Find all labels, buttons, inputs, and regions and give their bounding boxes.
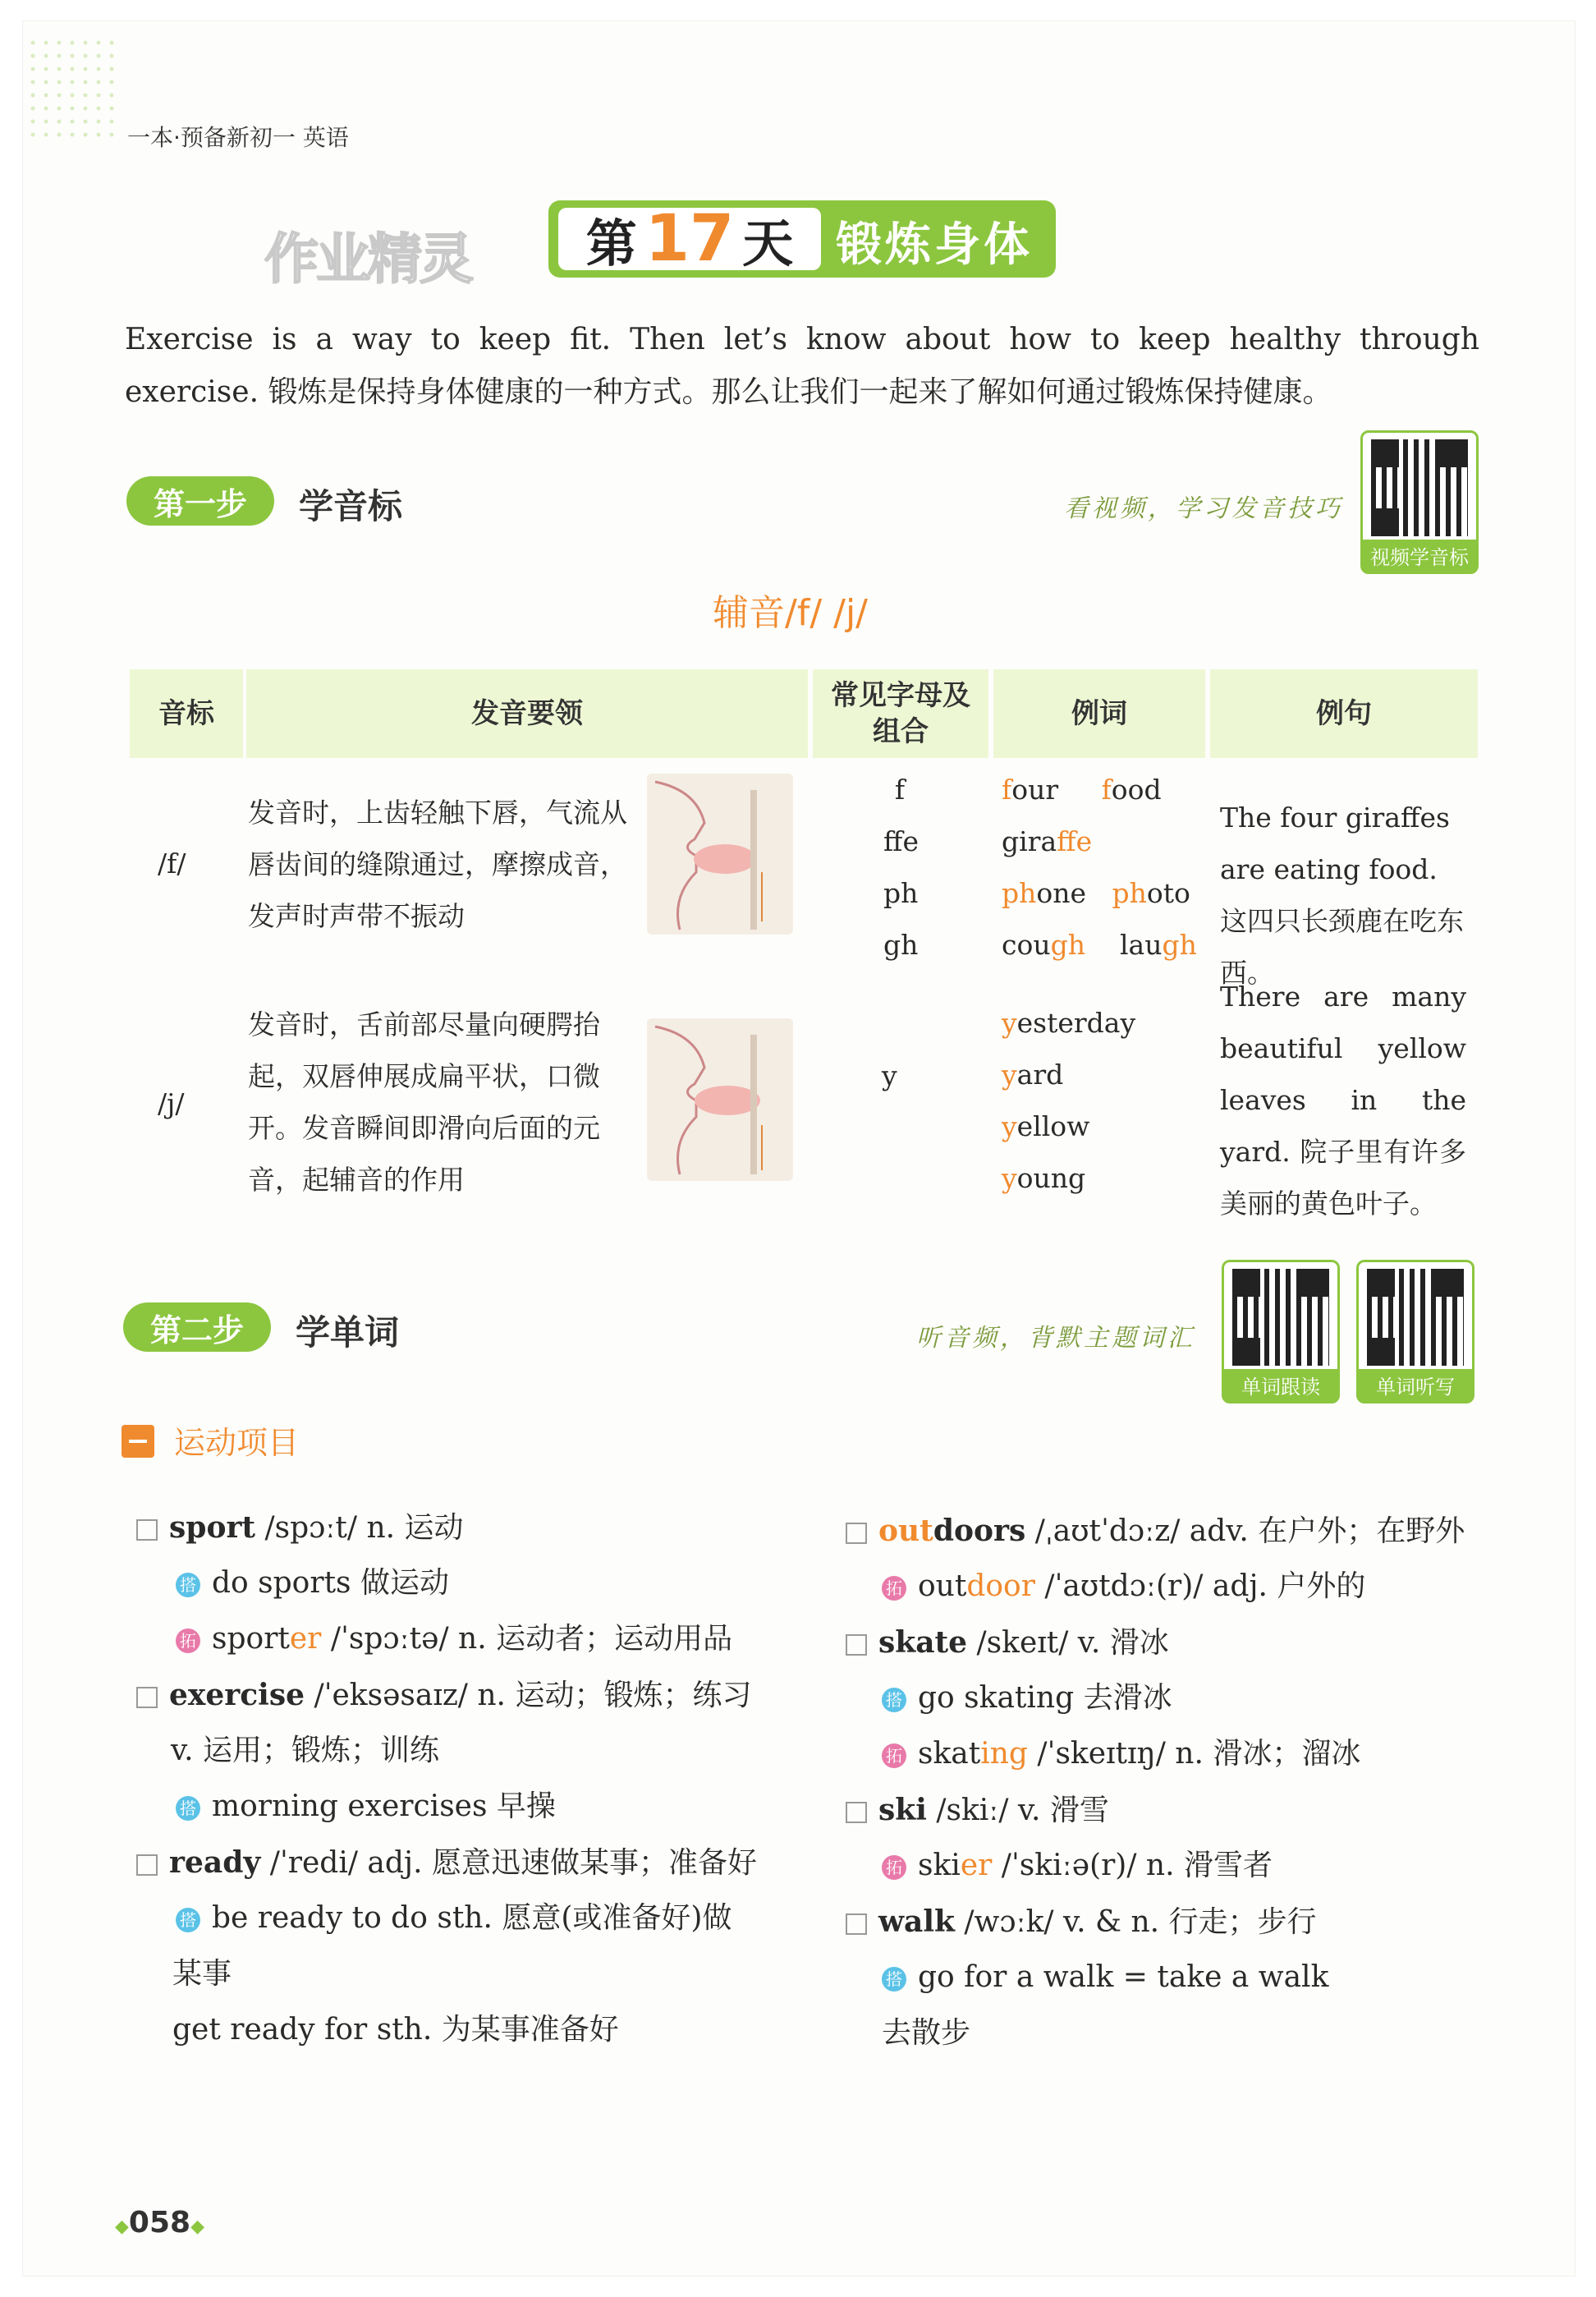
words-j bbox=[1002, 997, 1195, 1204]
example-word: young bbox=[1002, 1162, 1086, 1194]
day-topic: 锻炼身体 bbox=[836, 218, 1033, 272]
vocab-continuation: 去散步 bbox=[882, 2016, 971, 2050]
vocab-collocation: 搭 do sports 做运动 bbox=[176, 1555, 449, 1611]
checkbox[interactable] bbox=[846, 1523, 867, 1544]
sentence-zh: 院子里有许多美丽的黄色叶子。 bbox=[1220, 1136, 1467, 1220]
da-tag-icon: 搭 bbox=[882, 1688, 906, 1712]
day-title-banner bbox=[548, 200, 1056, 278]
example-word-pair: four food bbox=[1002, 774, 1162, 806]
qr-code-icon bbox=[1232, 1269, 1329, 1366]
example-word-2: gh bbox=[1162, 929, 1197, 961]
vocab-entry: sport /spɔːt/ n. 运动 bbox=[136, 1500, 464, 1556]
step1-pill: 第一步 bbox=[126, 476, 274, 526]
checkbox[interactable] bbox=[136, 1854, 158, 1876]
qr-caption: 视频学音标 bbox=[1363, 540, 1476, 572]
vocab-entry: ski /skiː/ v. 滑雪 bbox=[846, 1782, 1109, 1839]
letter-combo: f bbox=[894, 774, 906, 806]
col-header-words: 例词 bbox=[993, 669, 1205, 758]
example-word: ffe bbox=[1057, 825, 1093, 857]
qr-word-dictation[interactable] bbox=[1356, 1260, 1474, 1403]
da-tag-icon: 搭 bbox=[176, 1796, 200, 1821]
example-word-2: ph bbox=[1112, 877, 1147, 909]
step1-title: 学音标 bbox=[299, 486, 403, 526]
sentence-j bbox=[1220, 971, 1466, 1229]
tuo-tag-icon: 拓 bbox=[882, 1743, 906, 1768]
qr-caption: 单词跟读 bbox=[1224, 1369, 1337, 1401]
col-header-letters: 常见字母及组合 bbox=[813, 669, 988, 758]
vocab-phrase: get ready for sth. 为某事准备好 bbox=[172, 2013, 619, 2047]
checkbox[interactable] bbox=[846, 1802, 867, 1823]
vocab-entry: exercise /ˈeksəsaɪz/ n. 运动；锻炼；练习 bbox=[136, 1667, 751, 1724]
example-word: yesterday bbox=[1002, 1007, 1136, 1039]
step2-pill: 第二步 bbox=[123, 1302, 271, 1352]
da-tag-icon: 搭 bbox=[882, 1967, 906, 1991]
example-word: gh bbox=[1050, 929, 1085, 961]
vocab-continuation: 某事 bbox=[172, 1957, 232, 1991]
tips-f: 发音时，上齿轻触下唇，气流从唇齿间的缝隙通过，摩擦成音，发声时声带不振动 bbox=[248, 797, 627, 932]
tuo-tag-icon: 拓 bbox=[882, 1576, 906, 1601]
col-header-sentence: 例句 bbox=[1210, 669, 1478, 758]
sentence-en: The four giraffes are eating food. bbox=[1220, 802, 1450, 885]
checkbox[interactable] bbox=[846, 1634, 867, 1656]
day-prefix: 第 bbox=[585, 213, 637, 273]
qr-code-icon bbox=[1367, 1269, 1464, 1366]
letters-f bbox=[883, 764, 919, 971]
page-number bbox=[115, 2206, 204, 2240]
vocab-collocation: 搭 go for a walk = take a walk bbox=[882, 1950, 1328, 2005]
vocab-extension: 拓 skating /ˈskeɪtɪŋ/ n. 滑冰；溜冰 bbox=[882, 1726, 1360, 1782]
symbol-f: /f/ bbox=[158, 848, 186, 880]
example-word: f bbox=[1002, 774, 1012, 806]
qr-caption: 单词听写 bbox=[1359, 1369, 1472, 1401]
tips-j: 发音时，舌前部尽量向硬腭抬起，双唇伸展成扁平状，口微开。发音瞬间即滑向后面的元音，起辅音的作用 bbox=[248, 1008, 600, 1196]
vocab-entry: ready /ˈredi/ adj. 愿意迅速做某事；准备好 bbox=[136, 1835, 757, 1891]
da-tag-icon: 搭 bbox=[176, 1908, 200, 1932]
qr-word-read[interactable] bbox=[1222, 1260, 1340, 1403]
example-word-pair: cough laugh bbox=[1002, 929, 1197, 961]
qr-video-phonics[interactable] bbox=[1360, 430, 1479, 574]
diamond-icon: ◆ bbox=[190, 2217, 204, 2237]
phonics-heading-symbols: /f/ /j/ bbox=[785, 592, 868, 634]
vocab-subheading: 运动项目 bbox=[174, 1425, 300, 1461]
letter-combo: ph bbox=[883, 877, 919, 909]
book-header: 一本·预备新初一 英语 bbox=[127, 124, 349, 151]
example-word: yellow bbox=[1002, 1110, 1090, 1142]
vocab-extension: 拓 skier /ˈskiːə(r)/ n. 滑雪者 bbox=[882, 1838, 1273, 1894]
subheading-icon bbox=[122, 1425, 154, 1458]
corner-dots-decoration bbox=[26, 36, 117, 143]
vocab-entry: skate /skeɪt/ v. 滑冰 bbox=[846, 1615, 1169, 1671]
vocab-entry: outdoors /ˌaʊtˈdɔːz/ adv. 在户外；在野外 bbox=[846, 1503, 1465, 1560]
sentence-en: There are many beautiful yellow leaves in the yard. bbox=[1220, 981, 1466, 1168]
sentence-f bbox=[1220, 792, 1466, 999]
day-number-box bbox=[558, 202, 821, 276]
da-tag-icon: 搭 bbox=[176, 1573, 200, 1597]
watermark-logo: 作业精灵 bbox=[264, 227, 471, 291]
letter-combo: gh bbox=[883, 929, 919, 961]
qr-code-icon bbox=[1371, 439, 1468, 536]
vocab-entry: walk /wɔːk/ v. & n. 行走；步行 bbox=[846, 1894, 1317, 1950]
symbol-j: /j/ bbox=[158, 1087, 185, 1119]
step1-hint: 看视频，学习发音技巧 bbox=[1064, 494, 1343, 523]
words-f bbox=[1002, 764, 1195, 971]
day-number: 17 bbox=[644, 202, 735, 276]
tuo-tag-icon: 拓 bbox=[176, 1629, 200, 1653]
example-word: ph bbox=[1002, 877, 1037, 909]
intro-paragraph: Exercise is a way to keep fit. Then let’s know about how to keep healthy through exercise. 锻炼是保持身体健康的一种方式。那么让我们一起来了解如何通过锻炼保持健康。 bbox=[125, 323, 1479, 409]
col-header-tips: 发音要领 bbox=[246, 669, 808, 758]
vocab-sense: v. 运用；锻炼；训练 bbox=[171, 1734, 439, 1767]
vocab-extension: 拓 outdoor /ˈaʊtdɔː(r)/ adj. 户外的 bbox=[882, 1559, 1365, 1615]
vocab-extension: 拓 sporter /ˈspɔːtə/ n. 运动者；运动用品 bbox=[176, 1611, 732, 1667]
checkbox[interactable] bbox=[846, 1913, 867, 1935]
checkbox[interactable] bbox=[136, 1687, 158, 1708]
mouth-diagram-f bbox=[647, 774, 793, 935]
vocab-collocation: 搭 morning exercises 早操 bbox=[176, 1779, 556, 1835]
step2-hint: 听音频，背默主题词汇 bbox=[916, 1324, 1195, 1353]
example-word-pair: giraffe bbox=[1002, 825, 1093, 857]
col-header-symbol: 音标 bbox=[130, 669, 243, 758]
mouth-diagram-j bbox=[647, 1018, 793, 1181]
example-word-pair: phone photo bbox=[1002, 877, 1190, 909]
vocab-collocation: 搭 go skating 去滑冰 bbox=[882, 1670, 1172, 1726]
day-suffix: 天 bbox=[742, 213, 794, 273]
phonics-heading-label: 辅音 bbox=[713, 592, 785, 634]
vocab-collocation: 搭 be ready to do sth. 愿意(或准备好)做 bbox=[176, 1890, 732, 1946]
page-number-text: 058 bbox=[128, 2206, 191, 2240]
letters-j: y bbox=[882, 1059, 897, 1091]
letter-combo: ffe bbox=[883, 825, 919, 857]
phonics-heading bbox=[713, 583, 868, 636]
example-word: yard bbox=[1002, 1059, 1064, 1091]
sentence-zh: 这四只长颈鹿在吃东西。 bbox=[1220, 905, 1464, 989]
example-word-2: f bbox=[1101, 774, 1112, 806]
diamond-icon: ◆ bbox=[115, 2217, 129, 2237]
tuo-tag-icon: 拓 bbox=[882, 1855, 906, 1880]
step2-title: 学单词 bbox=[296, 1312, 400, 1353]
checkbox[interactable] bbox=[136, 1519, 158, 1541]
